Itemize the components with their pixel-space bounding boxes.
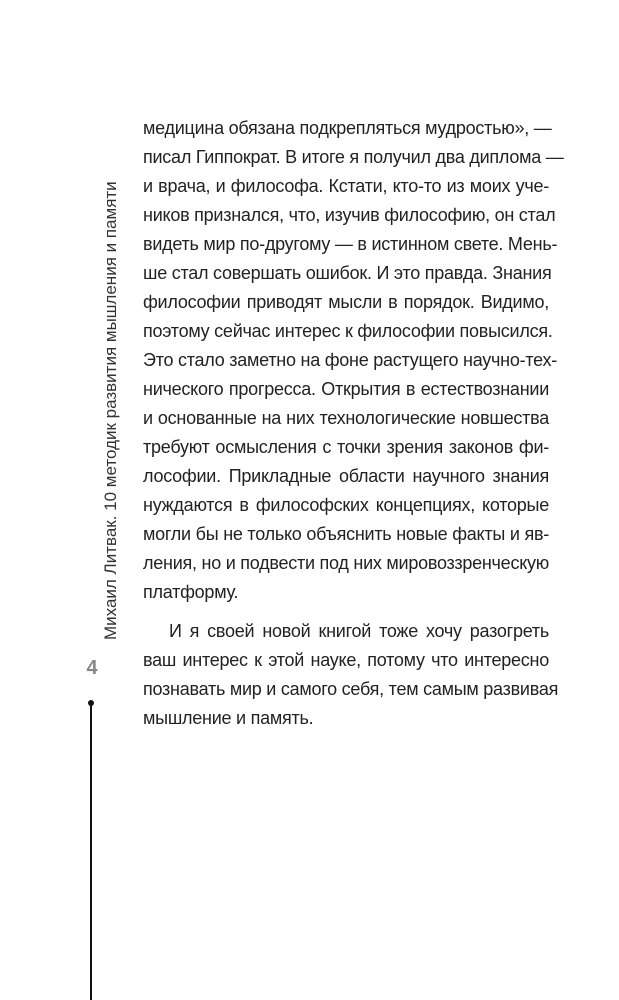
body-text	[143, 114, 564, 733]
text-line: ления, но и подвести под них мировоззренческую	[143, 553, 550, 573]
text-line: платформу.	[143, 582, 239, 602]
vertical-rule	[90, 704, 92, 1000]
paragraph-gap	[143, 607, 549, 617]
text-line: ников признался, что, изучив философию, он стал	[143, 205, 556, 225]
text-line: могли бы не только объяснить новые факты и яв-	[143, 524, 549, 544]
page-number: 4	[86, 657, 98, 679]
text-line: лософии. Прикладные области научного знания	[143, 466, 549, 486]
text-line: поэтому сейчас интерес к философии повысился.	[143, 321, 553, 341]
text-line: ваш интерес к этой науке, потому что интересно	[143, 650, 549, 670]
text-line: нуждаются в философских концепциях, которые	[143, 495, 549, 515]
text-line: мышление и память.	[143, 708, 314, 728]
text-line: медицина обязана подкрепляться мудростью», —	[143, 118, 552, 138]
text-line: И я своей новой книгой тоже хочу разогреть	[169, 621, 549, 641]
text-line: и основанные на них технологические новшества	[143, 408, 549, 428]
text-line: ше стал совершать ошибок. И это правда. Знания	[143, 263, 552, 283]
text-line: и врача, и философа. Кстати, кто-то из моих уче-	[143, 176, 549, 196]
paragraph-2	[143, 617, 559, 733]
text-line: нического прогресса. Открытия в естествознании	[143, 379, 549, 399]
text-line: Это стало заметно на фоне растущего научно-тех-	[143, 350, 557, 370]
text-line: философии приводят мысли в порядок. Видимо,	[143, 292, 549, 312]
text-line: писал Гиппократ. В итоге я получил два диплома —	[143, 147, 564, 167]
text-line: познавать мир и самого себя, тем самым развивая	[143, 679, 559, 699]
text-line: требуют осмысления с точки зрения законов фи-	[143, 437, 549, 457]
running-head: Михаил Литвак. 10 методик развития мышления и памяти	[101, 181, 120, 640]
paragraph-1	[143, 114, 564, 607]
text-line: видеть мир по-другому — в истинном свете. Мень-	[143, 234, 558, 254]
